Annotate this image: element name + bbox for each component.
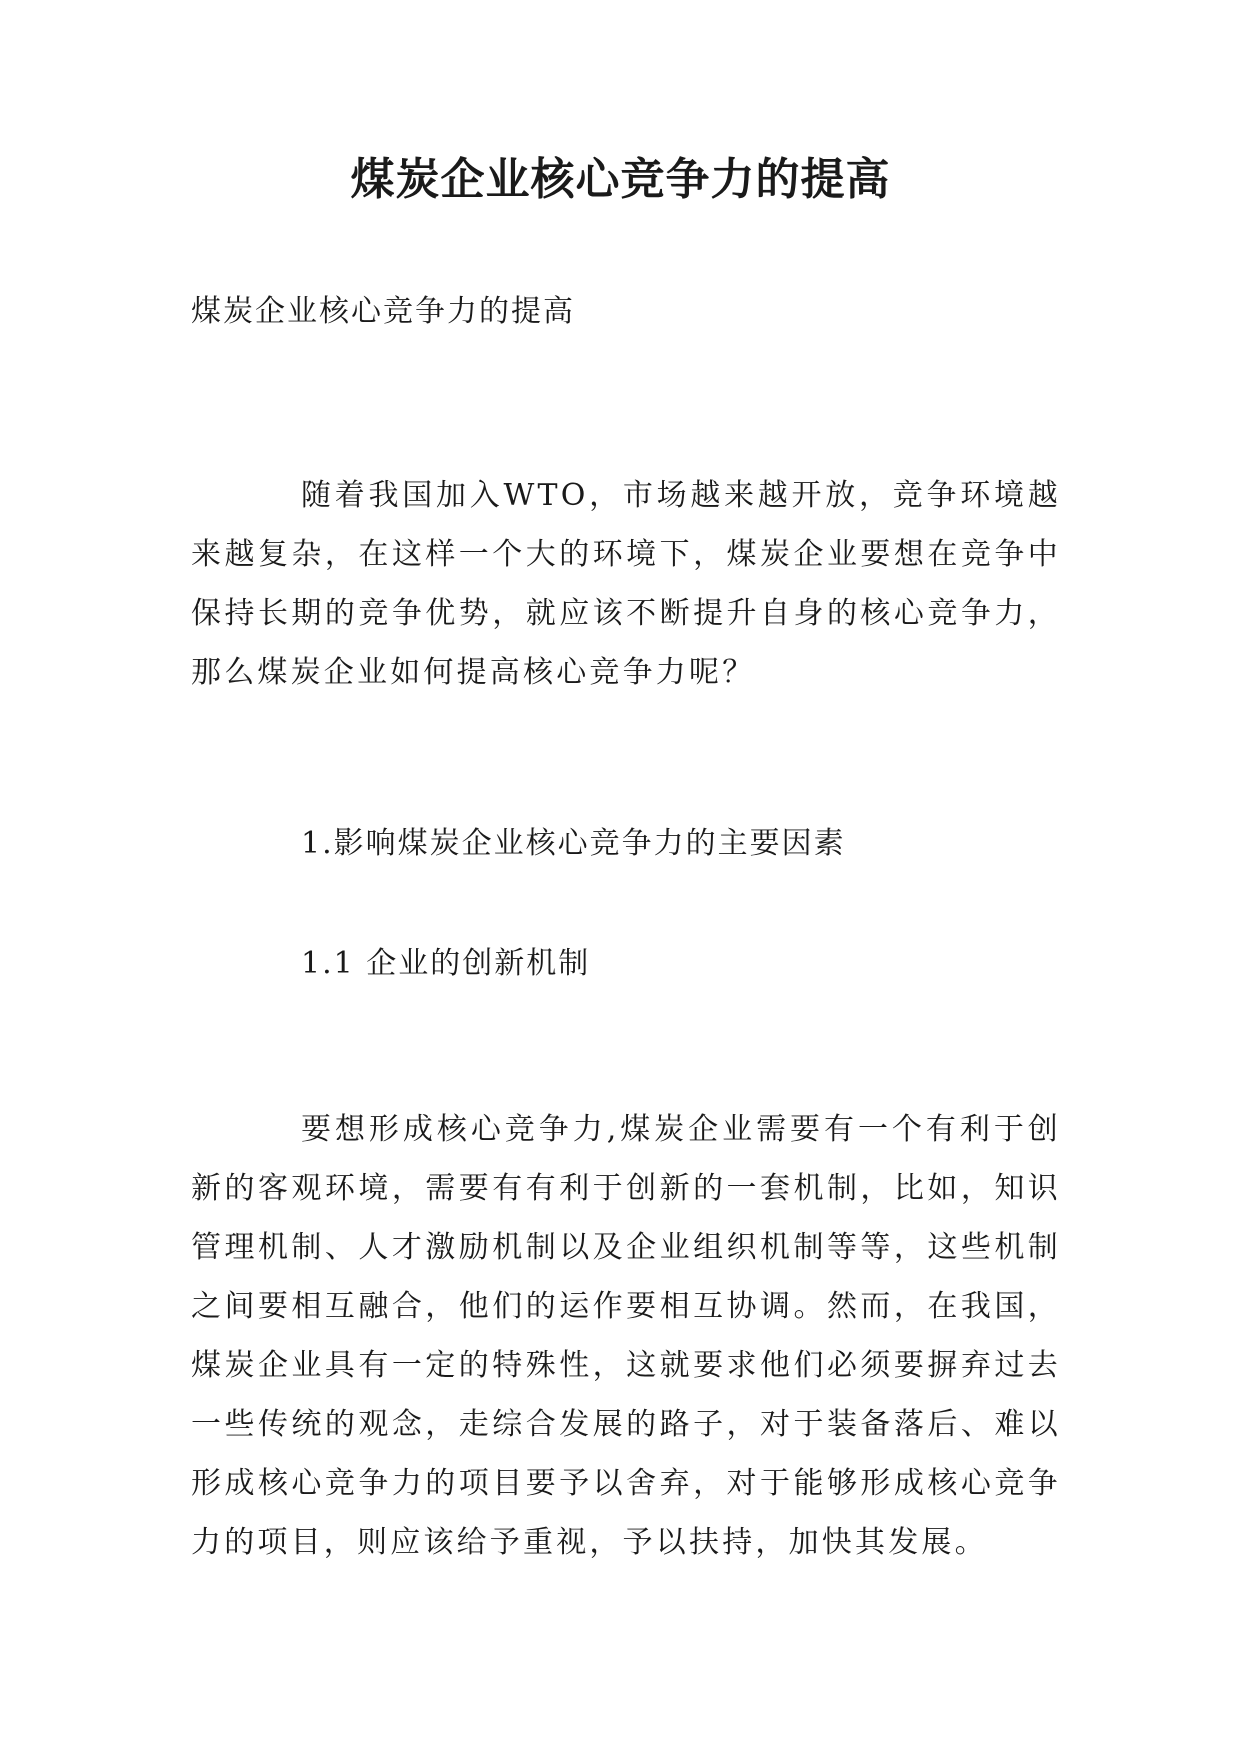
innovation-paragraph: 要想形成核心竞争力,煤炭企业需要有一个有利于创新的客观环境，需要有有利于创新的一套机制，比如，知识管理机制、人才激励机制以及企业组织机制等等，这些机制之间要相互融合，他们的运作要相互协调。然而，在我国，煤炭企业具有一定的特殊性，这就要求他们必须要摒弃过去一些传统的观念，走综合发展的路子，对于装备落后、难以形成核心竞争力的项目要予以舍弃，对于能够形成核心竞争力的项目，则应该给予重视，予以扶持，加快其发展。	[191, 1112, 1061, 1560]
section-heading-1-1: 1.1 企业的创新机制	[301, 946, 591, 981]
document-title: 煤炭企业核心竞争力的提高	[350, 154, 891, 205]
intro-paragraph: 随着我国加入WTO，市场越来越开放，竞争环境越来越复杂，在这样一个大的环境下，煤炭企业要想在竞争中保持长期的竞争优势，就应该不断提升自身的核心竞争力，那么煤炭企业如何提高核心竞争力呢？	[191, 478, 1061, 690]
document-subtitle: 煤炭企业核心竞争力的提高	[191, 294, 575, 329]
section-heading-1: 1.影响煤炭企业核心竞争力的主要因素	[301, 826, 846, 861]
